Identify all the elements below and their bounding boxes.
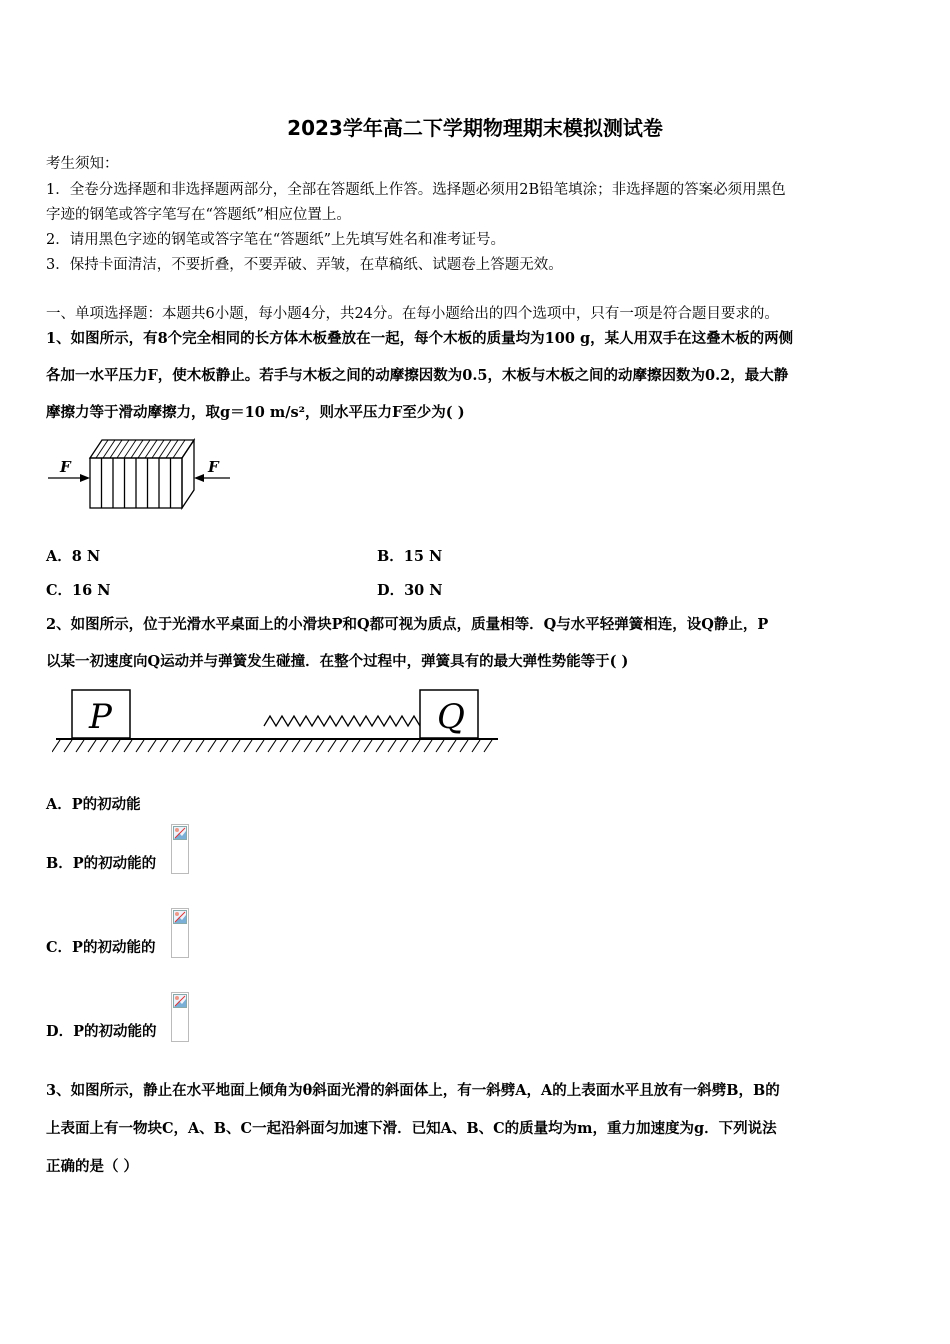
q2-line-1: 2、如图所示，位于光滑水平桌面上的小滑块P和Q都可视为质点，质量相等．Q与水平轻弹簧相连，设Q静止，P — [46, 616, 769, 633]
section-heading: 一、单项选择题：本题共6小题，每小题4分，共24分。在每小题给出的四个选项中，只有一项是符合题目要求的。 — [46, 306, 779, 322]
broken-image-icon — [171, 908, 189, 958]
q2-figure-spring — [52, 686, 502, 756]
notice-item-1: 1．全卷分选择题和非选择题两部分，全部在答题纸上作答。选择题必须用2B铅笔填涂；非选择题的答案必须用黑色 — [46, 182, 786, 198]
q2-option-c[interactable]: C．P的初动能的 — [46, 939, 156, 956]
notice-heading: 考生须知： — [46, 156, 119, 172]
q2-option-a[interactable]: A．P的初动能 — [46, 796, 141, 813]
q1-line-2: 各加一水平压力F，使木板静止。若手与木板之间的动摩擦因数为0.5，木板与木板之间的动摩擦因数为0.2，最大静 — [46, 367, 789, 384]
q1-force-label-right: F — [208, 458, 219, 476]
q2-block-label-q: Q — [437, 697, 465, 737]
q2-block-label-p: P — [89, 697, 112, 737]
q3-line-2: 上表面上有一物块C，A、B、C一起沿斜面匀加速下滑．已知A、B、C的质量均为m，重力加速度为g．下列说法 — [46, 1120, 777, 1137]
q1-line-1: 1、如图所示，有8个完全相同的长方体木板叠放在一起，每个木板的质量均为100 g，某人用双手在这叠木板的两侧 — [46, 330, 794, 347]
q1-line-3: 摩擦力等于滑动摩擦力，取g＝10 m/s²，则水平压力F至少为( ) — [46, 404, 465, 421]
q1-option-c[interactable]: C．16 N — [46, 582, 111, 599]
image-placeholder-icon — [173, 994, 187, 1008]
q1-figure-boards — [44, 436, 234, 516]
q1-option-d[interactable]: D．30 N — [377, 582, 443, 599]
page-title: 2023学年高二下学期物理期末模拟测试卷 — [287, 116, 663, 140]
q2-line-2: 以某一初速度向Q运动并与弹簧发生碰撞．在整个过程中，弹簧具有的最大弹性势能等于( ) — [46, 653, 629, 670]
notice-item-3: 3．保持卡面清洁，不要折叠，不要弄破、弄皱，在草稿纸、试题卷上答题无效。 — [46, 257, 563, 273]
image-placeholder-icon — [173, 826, 187, 840]
q2-option-d[interactable]: D．P的初动能的 — [46, 1023, 157, 1040]
broken-image-icon — [171, 824, 189, 874]
q3-line-3: 正确的是（ ） — [46, 1158, 139, 1175]
q2-option-b[interactable]: B．P的初动能的 — [46, 855, 157, 872]
q1-option-a[interactable]: A．8 N — [46, 548, 101, 565]
notice-item-1-cont: 字迹的钢笔或答字笔写在“答题纸”相应位置上。 — [46, 207, 351, 223]
q1-option-b[interactable]: B．15 N — [377, 548, 443, 565]
broken-image-icon — [171, 992, 189, 1042]
q1-force-label-left: F — [60, 458, 71, 476]
q3-line-1: 3、如图所示，静止在水平地面上倾角为θ斜面光滑的斜面体上，有一斜劈A，A的上表面水平且放有一斜劈B，B的 — [46, 1082, 780, 1099]
image-placeholder-icon — [173, 910, 187, 924]
notice-item-2: 2．请用黑色字迹的钢笔或答字笔在“答题纸”上先填写姓名和准考证号。 — [46, 232, 506, 248]
